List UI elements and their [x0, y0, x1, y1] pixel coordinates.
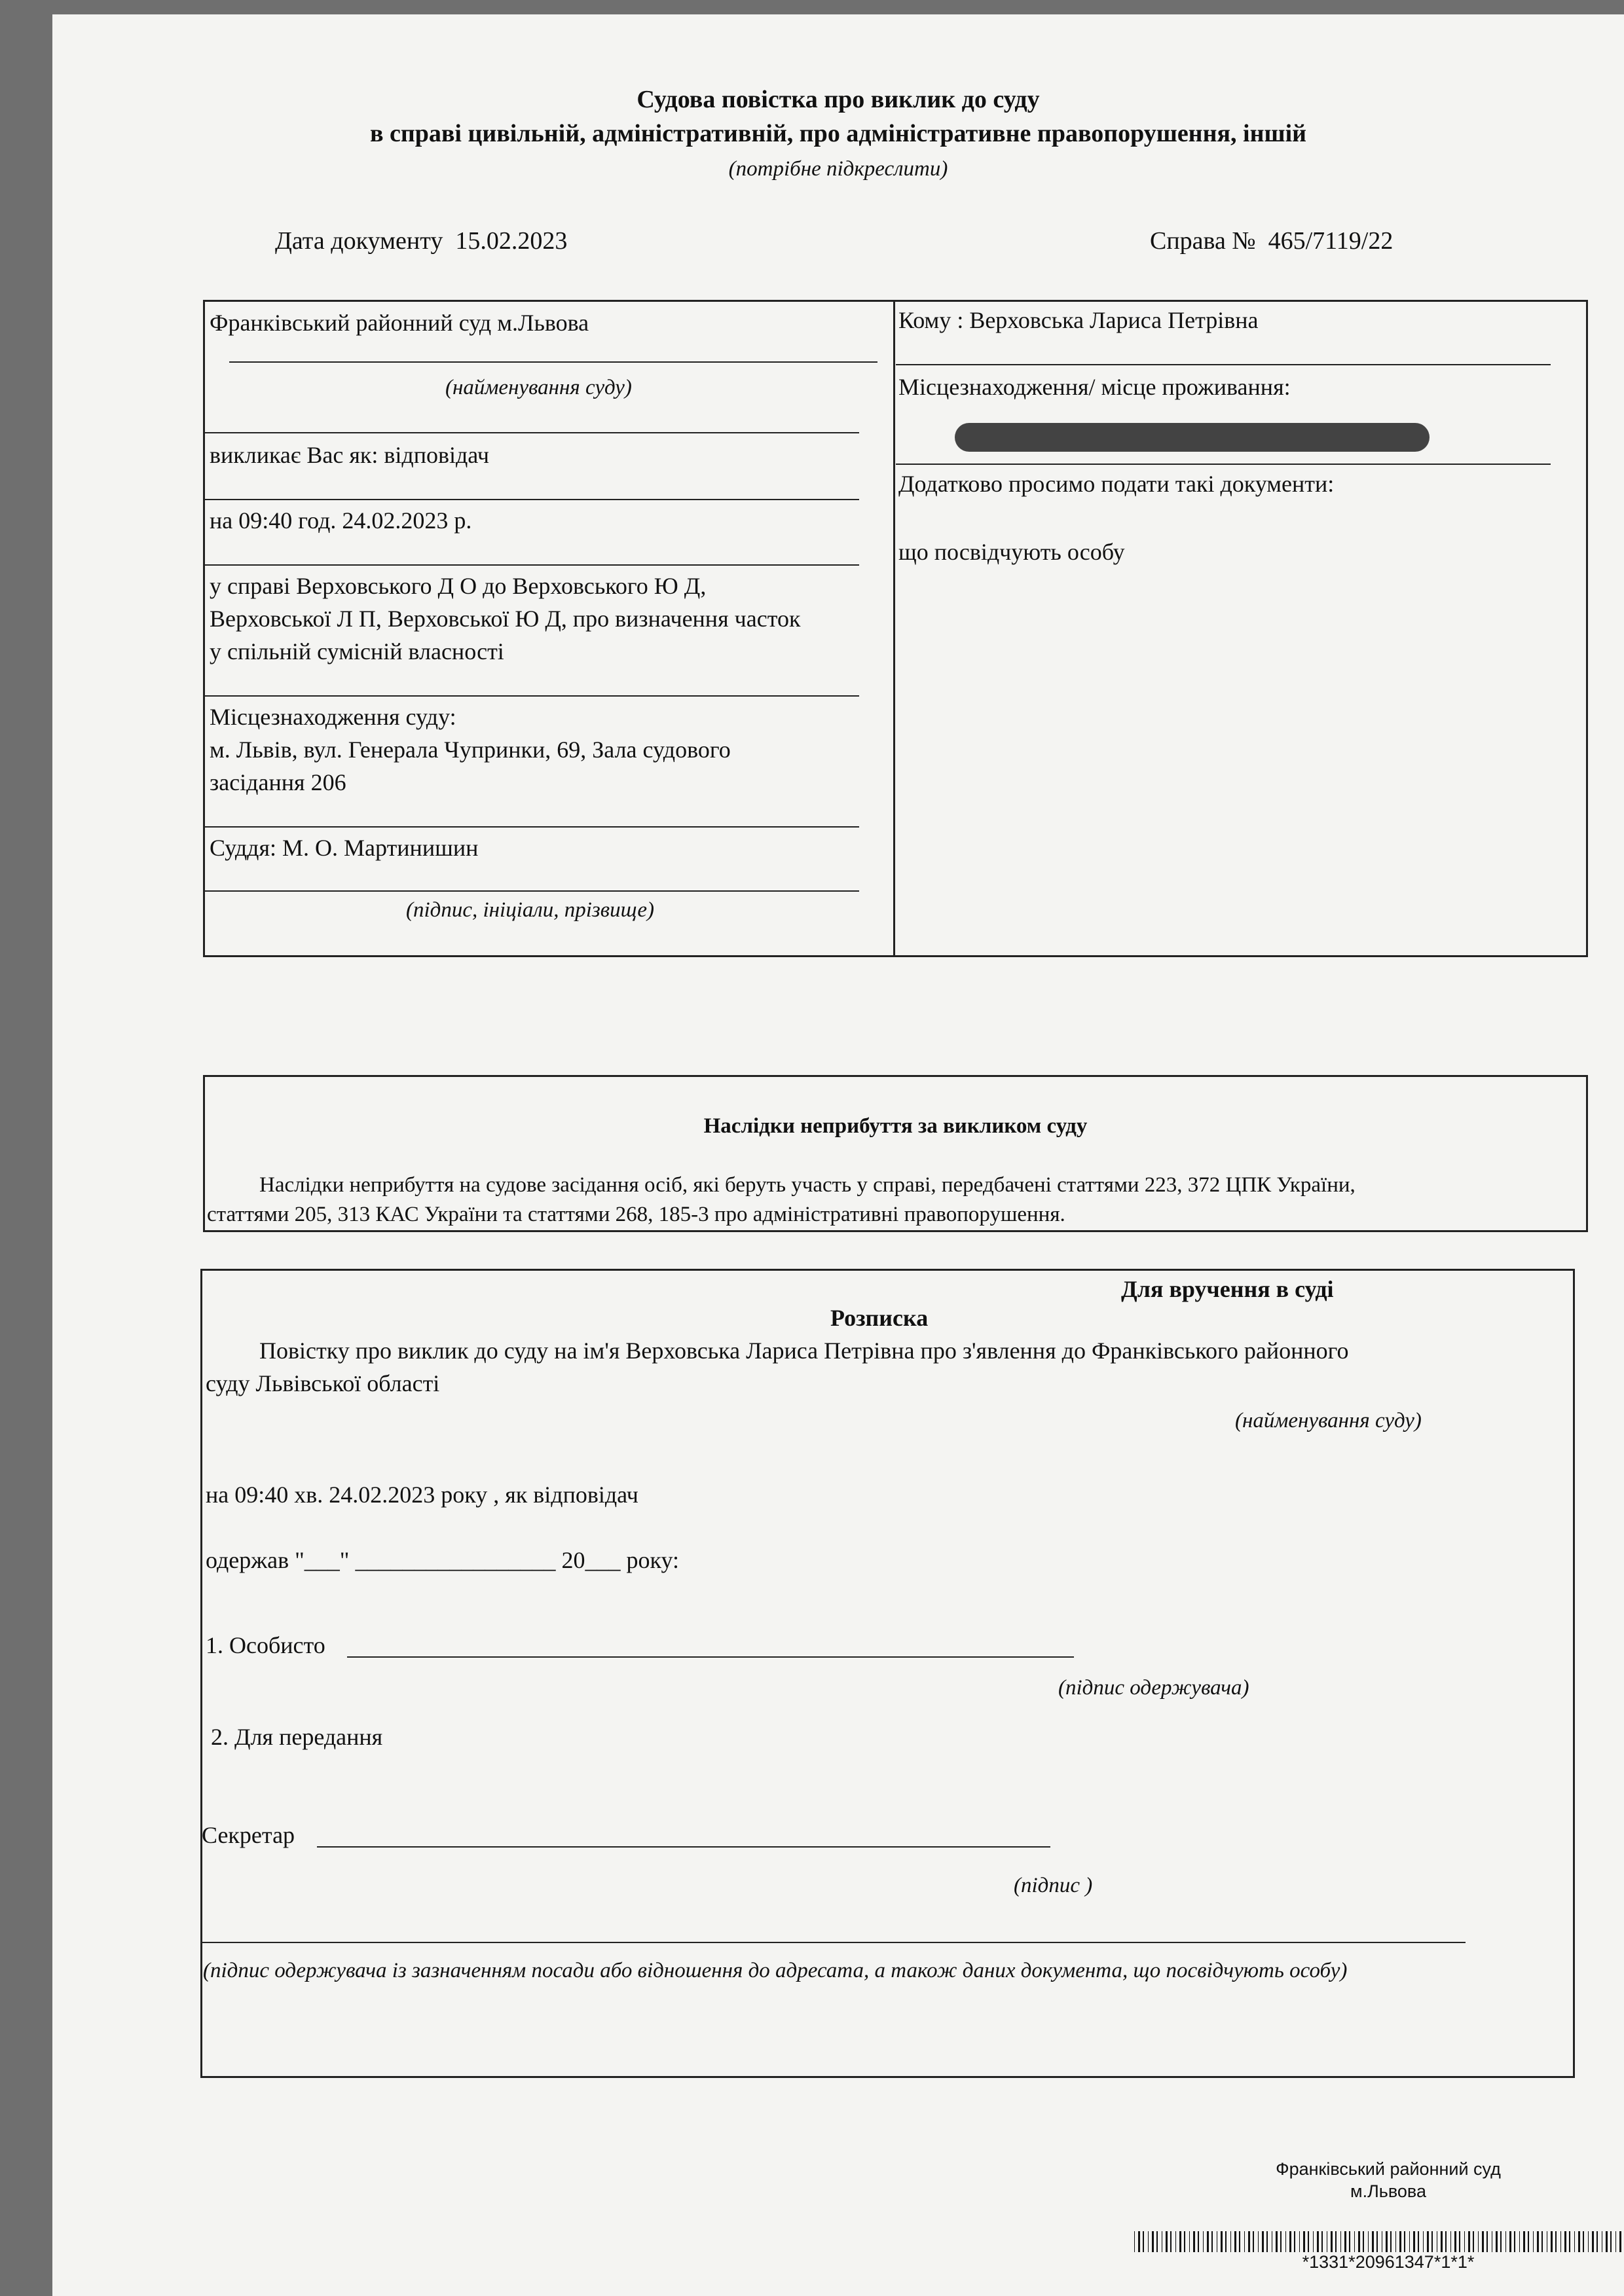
receipt-footer-caption: (підпис одержувача із зазначенням посади або відношення до адресата, а також даних документа, що посвідчують особу): [203, 1959, 1348, 1982]
barcode-bar: [1335, 2231, 1337, 2252]
receipt-hearing-time: на 09:40 хв. 24.02.2023 року , як відповідач: [206, 1482, 638, 1508]
document-title: Судова повістка про виклик до суду: [637, 86, 1040, 113]
barcode-bar: [1262, 2231, 1264, 2252]
barcode-bar: [1606, 2231, 1608, 2252]
barcode-bar: [1619, 2231, 1621, 2252]
barcode-bar: [1427, 2231, 1429, 2252]
barcode-bar: [1386, 2231, 1388, 2252]
barcode-bar: [1464, 2231, 1465, 2252]
barcode: [1134, 2231, 1624, 2252]
barcode-bar: [1569, 2231, 1570, 2252]
underline-note: (потрібне підкреслити): [728, 157, 948, 181]
barcode-bar: [1564, 2231, 1566, 2252]
barcode-bar: [1289, 2231, 1291, 2252]
barcode-bar: [1266, 2231, 1268, 2252]
barcode-bar: [1308, 2231, 1309, 2252]
case-label: Справа №: [1150, 227, 1256, 255]
barcode-bar: [1441, 2231, 1443, 2252]
personally-label: 1. Особисто: [206, 1632, 325, 1658]
barcode-bar: [1156, 2231, 1158, 2252]
barcode-bar: [1148, 2231, 1149, 2252]
barcode-bar: [1413, 2231, 1415, 2252]
barcode-bar: [1299, 2231, 1300, 2252]
barcode-bar: [1317, 2231, 1319, 2252]
court-location-line-1: м. Львів, вул. Генерала Чупринки, 69, Зала судового: [210, 737, 731, 763]
additional-documents-value: що посвідчують особу: [898, 539, 1125, 565]
barcode-bar: [1399, 2231, 1401, 2252]
barcode-bar: [1221, 2231, 1223, 2252]
barcode-bar: [1596, 2231, 1598, 2252]
barcode-bar: [1166, 2231, 1168, 2252]
barcode-bar: [1372, 2231, 1374, 2252]
barcode-bar: [1234, 2231, 1236, 2252]
receipt-text-line-1: Повістку про виклик до суду на ім'я Верховська Лариса Петрівна про з'явлення до Франківського районного: [259, 1338, 1349, 1364]
barcode-bar: [1560, 2231, 1561, 2252]
stamp-court-name: Франківський районний суд: [1276, 2159, 1501, 2179]
barcode-bar: [1258, 2231, 1259, 2252]
judge-name: Суддя: М. О. Мартинишин: [210, 835, 479, 861]
barcode-bar: [1578, 2231, 1580, 2252]
barcode-bar: [1184, 2231, 1185, 2252]
barcode-bar: [1248, 2231, 1250, 2252]
recipient-address-label: Місцезнаходження/ місце проживання:: [898, 374, 1291, 400]
date-value: 15.02.2023: [455, 227, 568, 255]
barcode-bar: [1358, 2231, 1360, 2252]
consequences-title: Наслідки неприбуття за викликом суду: [703, 1114, 1088, 1138]
barcode-bar: [1555, 2231, 1557, 2252]
receipt-text-line-2: суду Львівської області: [206, 1370, 440, 1396]
document-subtitle: в справі цивільній, адміністративній, про адміністративне правопорушення, іншій: [369, 120, 1307, 147]
case-value: 465/7119/22: [1268, 227, 1393, 255]
barcode-bar: [1331, 2231, 1333, 2252]
secretary-label: Секретар: [202, 1822, 295, 1848]
hearing-time: на 09:40 год. 24.02.2023 р.: [210, 507, 472, 534]
barcode-bar: [1459, 2231, 1460, 2252]
barcode-bar: [1423, 2231, 1424, 2252]
barcode-bar: [1478, 2231, 1479, 2252]
barcode-bar: [1528, 2231, 1529, 2252]
barcode-bar: [1239, 2231, 1240, 2252]
barcode-bar: [1193, 2231, 1195, 2252]
consequences-text-line-2: статтями 205, 313 КАС України та статтями 268, 185-3 про адміністративні правопорушення.: [207, 1203, 1065, 1226]
barcode-bar: [1445, 2231, 1447, 2252]
barcode-bar: [1376, 2231, 1378, 2252]
barcode-bar: [1583, 2231, 1584, 2252]
court-name: Франківський районний суд м.Львова: [210, 310, 589, 336]
barcode-bar: [1431, 2231, 1433, 2252]
secretary-signature-caption: (підпис ): [1014, 1874, 1093, 1897]
receipt-title: Розписка: [830, 1305, 929, 1331]
barcode-bar: [1454, 2231, 1456, 2252]
document-date: [275, 227, 567, 255]
barcode-bar: [1500, 2231, 1502, 2252]
barcode-bar: [1395, 2231, 1396, 2252]
barcode-bar: [1368, 2231, 1369, 2252]
barcode-bar: [1313, 2231, 1314, 2252]
stamp-court-city: м.Львова: [1350, 2181, 1426, 2201]
barcode-bar: [1276, 2231, 1278, 2252]
case-description-line-3: у спільній сумісній власності: [210, 638, 504, 665]
for-transfer-label: 2. Для передання: [211, 1724, 383, 1750]
barcode-bar: [1349, 2231, 1350, 2252]
barcode-bar: [1230, 2231, 1231, 2252]
barcode-bar: [1404, 2231, 1405, 2252]
barcode-bar: [1138, 2231, 1140, 2252]
for-court-delivery: Для вручення в суді: [1121, 1276, 1334, 1302]
receipt-court-caption: (найменування суду): [1235, 1409, 1422, 1432]
barcode-bar: [1551, 2231, 1553, 2252]
barcode-bar: [1198, 2231, 1199, 2252]
barcode-bar: [1285, 2231, 1286, 2252]
barcode-bar: [1537, 2231, 1539, 2252]
barcode-bar: [1363, 2231, 1364, 2252]
barcode-bar: [1175, 2231, 1176, 2252]
barcode-bar: [1541, 2231, 1543, 2252]
case-number: [1150, 227, 1393, 255]
barcode-bar: [1203, 2231, 1204, 2252]
barcode-bar: [1354, 2231, 1355, 2252]
court-name-caption: (найменування суду): [445, 376, 632, 399]
barcode-bar: [1523, 2231, 1525, 2252]
barcode-bar: [1143, 2231, 1144, 2252]
barcode-bar: [1280, 2231, 1282, 2252]
barcode-bar: [1533, 2231, 1534, 2252]
barcode-bar: [1514, 2231, 1515, 2252]
recipient-name: Кому : Верховська Лариса Петрівна: [898, 307, 1259, 333]
summons-page: [52, 14, 1624, 2296]
consequences-text-line-1: Наслідки неприбуття на судове засідання осіб, які беруть участь у справі, передбачені статтями 223, 372 ЦПК України,: [259, 1173, 1356, 1197]
barcode-bar: [1486, 2231, 1488, 2252]
barcode-bar: [1294, 2231, 1295, 2252]
barcode-bar: [1134, 2231, 1135, 2252]
barcode-bar: [1170, 2231, 1172, 2252]
barcode-bar: [1211, 2231, 1213, 2252]
barcode-bar: [1207, 2231, 1209, 2252]
received-date-line: одержав "___" _________________ 20___ року:: [206, 1547, 680, 1573]
barcode-bar: [1615, 2231, 1616, 2252]
barcode-bar: [1473, 2231, 1474, 2252]
barcode-bar: [1344, 2231, 1346, 2252]
barcode-bar: [1409, 2231, 1410, 2252]
barcode-bar: [1496, 2231, 1498, 2252]
barcode-bar: [1610, 2231, 1612, 2252]
barcode-bar: [1468, 2231, 1470, 2252]
case-description-line-2: Верховської Л П, Верховської Ю Д, про визначення часток: [210, 606, 801, 632]
barcode-bar: [1519, 2231, 1520, 2252]
barcode-bar: [1592, 2231, 1594, 2252]
redacted-address: [955, 423, 1430, 452]
date-label: Дата документу: [275, 227, 443, 255]
barcode-bar: [1505, 2231, 1506, 2252]
barcode-bar: [1244, 2231, 1245, 2252]
court-location-line-2: засідання 206: [210, 769, 346, 795]
barcode-bar: [1179, 2231, 1181, 2252]
barcode-bar: [1418, 2231, 1419, 2252]
additional-documents-label: Додатково просимо подати такі документи:: [898, 471, 1335, 497]
barcode-bar: [1340, 2231, 1341, 2252]
barcode-bar: [1321, 2231, 1323, 2252]
barcode-bar: [1253, 2231, 1254, 2252]
case-description-line-1: у справі Верховського Д О до Верховського Ю Д,: [210, 573, 707, 599]
barcode-code: *1331*20961347*1*1*: [1302, 2252, 1475, 2272]
barcode-bar: [1390, 2231, 1392, 2252]
summons-role: викликає Вас як: відповідач: [210, 442, 489, 468]
barcode-bar: [1588, 2231, 1589, 2252]
barcode-bar: [1189, 2231, 1190, 2252]
barcode-bar: [1450, 2231, 1451, 2252]
barcode-bar: [1482, 2231, 1484, 2252]
barcode-bar: [1509, 2231, 1511, 2252]
barcode-bar: [1225, 2231, 1227, 2252]
court-location-label: Місцезнаходження суду:: [210, 704, 456, 730]
barcode-bar: [1574, 2231, 1575, 2252]
table-divider: [893, 300, 895, 957]
judge-signature-caption: (підпис, ініціали, прізвище): [406, 898, 655, 922]
barcode-bar: [1152, 2231, 1154, 2252]
barcode-bar: [1303, 2231, 1305, 2252]
recipient-signature-caption: (підпис одержувача): [1058, 1676, 1249, 1700]
